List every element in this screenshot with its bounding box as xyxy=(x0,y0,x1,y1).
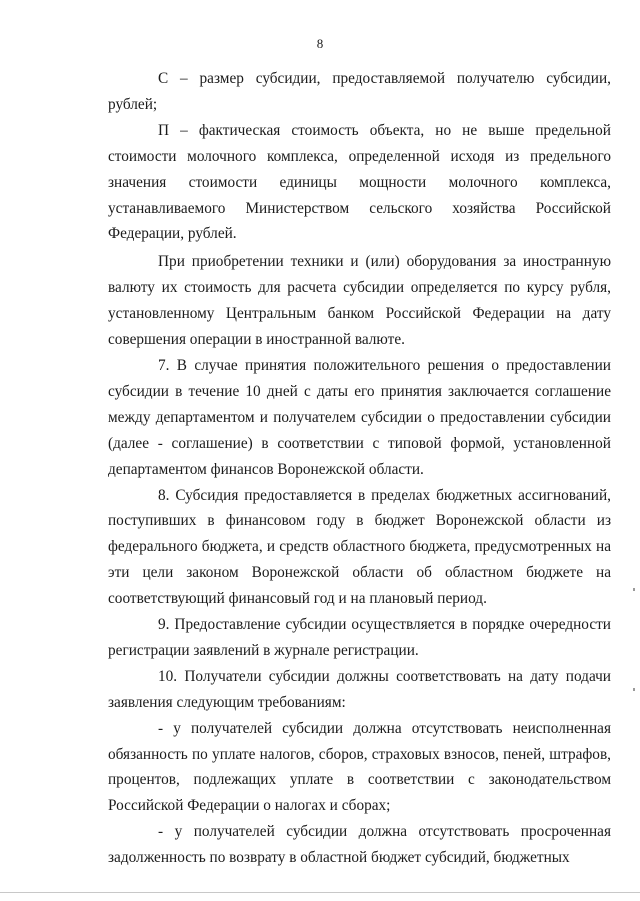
paragraph-item-10: 10. Получатели субсидии должны соответствовать на дату подачи заявления следующим требованиям: xyxy=(108,667,611,711)
scan-artifact-dot xyxy=(633,688,635,691)
paragraph-item-8: 8. Субсидия предоставляется в пределах бюджетных ассигнований, поступивших в финансовом году в бюджет Воронежской области из федерального бюджета, и средств областного бюджета, предусмотренных на эти цели законом Воронежской области об областном бюджете на соответствующий финансовый год и на плановый период. xyxy=(108,486,611,608)
document-body xyxy=(108,66,611,871)
scan-artifact-dot xyxy=(633,588,635,591)
paragraph-item-9: 9. Предоставление субсидии осуществляется в порядке очередности регистрации заявлений в журнале регистрации. xyxy=(108,616,611,659)
paragraph-actual-cost: П – фактическая стоимость объекта, но не выше предельной стоимости молочного комплекса, определенной исходя из предельного значения стоимости единицы мощности молочного комплекса, устанавливаемого Министерством сельского хозяйства Российской Федерации, рублей. xyxy=(108,121,611,243)
scan-bottom-edge xyxy=(0,892,640,893)
list-item-overdue-debt: - у получателей субсидии должна отсутствовать просроченная задолженность по возврату в областной бюджет субсидий, бюджетных xyxy=(108,823,611,867)
paragraph-subsidy-size: С – размер субсидии, предоставляемой получателю субсидии, рублей; xyxy=(108,70,611,113)
list-item-tax-obligation: - у получателей субсидии должна отсутствовать неисполненная обязанность по уплате налогов, сборов, страховых взносов, пеней, штрафов, процентов, подлежащих уплате в соответствии с законодательством Российской Федерации о налогах и сборах; xyxy=(108,719,611,815)
paragraph-item-7: 7. В случае принятия положительного решения о предоставлении субсидии в течение 10 дней с даты его принятия заключается соглашение между департаментом и получателем субсидии о предоставлении субсидии (далее - соглашение) в соответствии с типовой формой, установленной департаментом финансов Воронежской области. xyxy=(108,356,611,478)
page-number: 8 xyxy=(316,36,324,51)
paragraph-foreign-currency: При приобретении техники и (или) оборудования за иностранную валюту их стоимость для расчета субсидии определяется по курсу рубля, установленному Центральным банком Российской Федерации на дату совершения операции в иностранной валюте. xyxy=(108,253,611,349)
